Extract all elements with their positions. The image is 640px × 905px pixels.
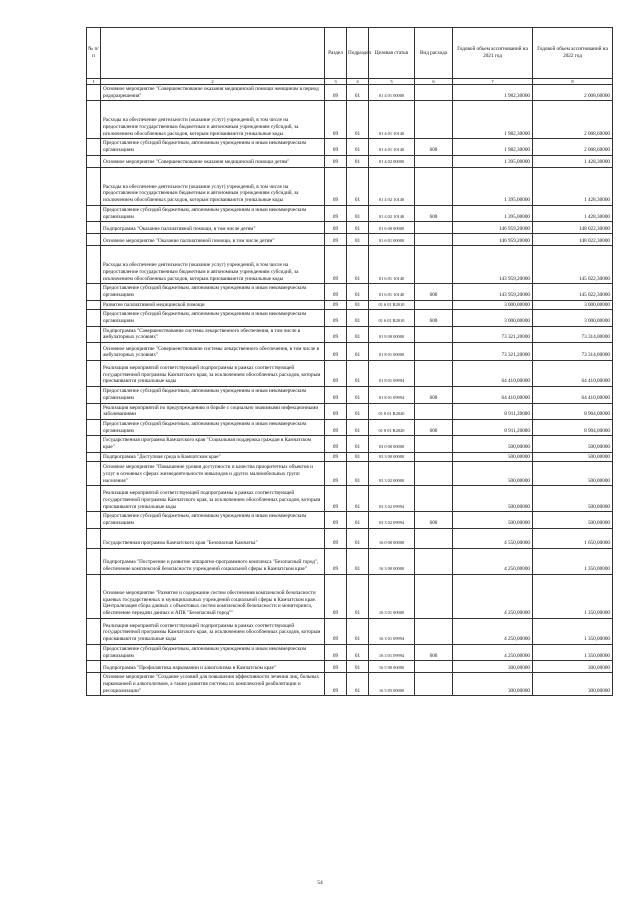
row-number bbox=[87, 512, 101, 528]
row-expense-type bbox=[415, 222, 453, 234]
row-target-article: 01 8 01 R2020 bbox=[369, 403, 415, 419]
row-subsection: 01 bbox=[347, 403, 369, 419]
row-subsection: 01 bbox=[347, 205, 369, 221]
row-expense-type bbox=[415, 462, 453, 486]
row-expense-type bbox=[415, 452, 453, 462]
table-row bbox=[87, 462, 613, 486]
row-expense-type: 600 bbox=[415, 419, 453, 435]
row-volume-2022: 1 650,00000 bbox=[533, 528, 613, 548]
row-target-article: 01 4 01 10140 bbox=[369, 139, 415, 155]
row-volume-2021: 500,00000 bbox=[453, 512, 533, 528]
row-volume-2022: 145 022,30000 bbox=[533, 284, 613, 300]
row-volume-2022: 1 428,30000 bbox=[533, 167, 613, 205]
row-expense-type: 600 bbox=[415, 644, 453, 660]
row-volume-2021: 500,00000 bbox=[453, 452, 533, 462]
row-number bbox=[87, 528, 101, 548]
table-row bbox=[87, 234, 613, 246]
row-expense-type: 600 bbox=[415, 310, 453, 326]
table-row bbox=[87, 512, 613, 528]
row-description: Расходы на обеспечение деятельности (оказание услуг) учреждений, в том числе на предоставление государственным бюджетным и автономным учреждениям субсидий, за исключением обособленных расходов, которым присваиваются уникальные коды bbox=[101, 101, 325, 139]
row-target-article: 16 3 01 09994 bbox=[369, 618, 415, 644]
row-section: 09 bbox=[325, 343, 347, 361]
row-volume-2022: 8 904,00000 bbox=[533, 419, 613, 435]
table-row bbox=[87, 246, 613, 284]
row-volume-2022: 1 350,00000 bbox=[533, 644, 613, 660]
row-subsection: 01 bbox=[347, 528, 369, 548]
row-subsection: 01 bbox=[347, 343, 369, 361]
row-volume-2021: 143 959,20000 bbox=[453, 284, 533, 300]
row-subsection: 01 bbox=[347, 462, 369, 486]
row-target-article: 01 6 01 00000 bbox=[369, 234, 415, 246]
page-number: 54 bbox=[317, 880, 323, 886]
column-index: 1 bbox=[87, 79, 101, 85]
column-index: 5 bbox=[369, 79, 415, 85]
row-section: 09 bbox=[325, 644, 347, 660]
row-subsection: 01 bbox=[347, 618, 369, 644]
table-row bbox=[87, 486, 613, 512]
row-volume-2022: 145 022,30000 bbox=[533, 246, 613, 284]
row-number bbox=[87, 462, 101, 486]
row-volume-2021: 143 959,20000 bbox=[453, 246, 533, 284]
row-target-article: 01 4 02 00000 bbox=[369, 155, 415, 167]
table-row bbox=[87, 300, 613, 310]
row-number bbox=[87, 403, 101, 419]
row-number bbox=[87, 436, 101, 452]
row-section: 09 bbox=[325, 436, 347, 452]
row-expense-type bbox=[415, 673, 453, 696]
row-number bbox=[87, 205, 101, 221]
row-volume-2021: 4 550,00000 bbox=[453, 528, 533, 548]
row-description: Реализация мероприятий соответствующей подпрограммы в рамках соответствующей государственной программы Камчатского края, за исключением обособленных расходов, которым присваиваются уникальные коды bbox=[101, 361, 325, 387]
row-volume-2021: 1 395,00000 bbox=[453, 167, 533, 205]
row-volume-2022: 500,00000 bbox=[533, 512, 613, 528]
row-target-article: 01 4 02 10140 bbox=[369, 167, 415, 205]
row-section: 09 bbox=[325, 300, 347, 310]
row-number bbox=[87, 574, 101, 618]
table-row bbox=[87, 419, 613, 435]
row-number bbox=[87, 548, 101, 574]
row-number bbox=[87, 644, 101, 660]
row-section: 09 bbox=[325, 361, 347, 387]
row-volume-2021: 64 410,00000 bbox=[453, 387, 533, 403]
row-subsection: 01 bbox=[347, 139, 369, 155]
row-description: Основное мероприятие "Повышение уровня доступности и качества приоритетных объектов и услуг в основных сферах жизнедеятельности инвалидов и других маломобильных групп населения" bbox=[101, 462, 325, 486]
header-section: Раздел bbox=[325, 28, 347, 79]
row-subsection: 01 bbox=[347, 246, 369, 284]
row-expense-type bbox=[415, 246, 453, 284]
row-section: 09 bbox=[325, 452, 347, 462]
row-description: Предоставление субсидий бюджетным, автономным учреждениям и иным некоммерческим организациям bbox=[101, 512, 325, 528]
row-section: 09 bbox=[325, 85, 347, 101]
row-description: Развитие паллиативной медицинской помощи bbox=[101, 300, 325, 310]
row-section: 09 bbox=[325, 155, 347, 167]
row-target-article: 03 3 00 00000 bbox=[369, 452, 415, 462]
column-index: 7 bbox=[453, 79, 533, 85]
row-target-article: 03 3 02 00000 bbox=[369, 462, 415, 486]
row-subsection: 01 bbox=[347, 644, 369, 660]
row-expense-type bbox=[415, 300, 453, 310]
row-number bbox=[87, 300, 101, 310]
row-description: Реализация мероприятий соответствующей подпрограммы в рамках соответствующей государственной программы Камчатского края, за исключением обособленных расходов, которым присваиваются уникальные коды bbox=[101, 618, 325, 644]
row-volume-2022: 64 410,00000 bbox=[533, 387, 613, 403]
row-number bbox=[87, 361, 101, 387]
row-expense-type bbox=[415, 403, 453, 419]
row-target-article: 16 3 00 00000 bbox=[369, 548, 415, 574]
row-volume-2021: 300,00000 bbox=[453, 673, 533, 696]
row-volume-2021: 4 250,00000 bbox=[453, 644, 533, 660]
row-volume-2022: 3 000,00000 bbox=[533, 300, 613, 310]
row-subsection: 01 bbox=[347, 222, 369, 234]
row-subsection: 01 bbox=[347, 167, 369, 205]
row-description: Подпрограмма "Профилактика наркомании и алкоголизма в Камчатском крае" bbox=[101, 661, 325, 673]
table-row bbox=[87, 574, 613, 618]
row-description: Основное мероприятие "Оказание паллиативной помощи, в том числе детям" bbox=[101, 234, 325, 246]
row-description: Подпрограмма "Построение и развитие аппаратно-программного комплекса "Безопасный город", обеспечение комплексной безопасности учреждений социальной сферы в Камчатском крае" bbox=[101, 548, 325, 574]
row-volume-2022: 300,00000 bbox=[533, 673, 613, 696]
header-volume-2021: Годовой объем ассигнований на 2021 год bbox=[453, 28, 533, 79]
row-expense-type bbox=[415, 528, 453, 548]
header-volume-2022: Годовой объем ассигнований на 2022 год bbox=[533, 28, 613, 79]
row-description: Предоставление субсидий бюджетным, автономным учреждениям и иным некоммерческим организациям bbox=[101, 310, 325, 326]
row-description: Предоставление субсидий бюджетным, автономным учреждениям и иным некоммерческим организациям bbox=[101, 284, 325, 300]
row-section: 09 bbox=[325, 486, 347, 512]
row-description: Предоставление субсидий бюджетным, автономным учреждениям и иным некоммерческим организациям bbox=[101, 419, 325, 435]
row-description: Основное мероприятие "Совершенствование оказания медицинской помощи детям" bbox=[101, 155, 325, 167]
row-section: 09 bbox=[325, 387, 347, 403]
row-expense-type bbox=[415, 618, 453, 644]
table-row bbox=[87, 548, 613, 574]
row-number bbox=[87, 284, 101, 300]
table-row bbox=[87, 101, 613, 139]
row-description: Основное мероприятие "Создание условий для повышения эффективности лечения лиц, больных наркоманией и алкоголизмом, а также развития системы их комплексной реабилитации и ресоциализации" bbox=[101, 673, 325, 696]
header-expense-type: Вид расхода bbox=[415, 28, 453, 79]
row-section: 09 bbox=[325, 574, 347, 618]
row-target-article: 03 0 00 00000 bbox=[369, 436, 415, 452]
header-row bbox=[87, 28, 613, 79]
row-section: 09 bbox=[325, 326, 347, 342]
column-index: 3 bbox=[325, 79, 347, 85]
row-number bbox=[87, 452, 101, 462]
row-expense-type bbox=[415, 661, 453, 673]
row-subsection: 01 bbox=[347, 361, 369, 387]
row-expense-type bbox=[415, 101, 453, 139]
row-subsection: 01 bbox=[347, 452, 369, 462]
row-description: Расходы на обеспечение деятельности (оказание услуг) учреждений, в том числе на предоставление государственным бюджетным и автономным учреждениям субсидий, за исключением обособленных расходов, которым присваиваются уникальные коды bbox=[101, 246, 325, 284]
row-expense-type: 600 bbox=[415, 387, 453, 403]
row-volume-2021: 300,00000 bbox=[453, 661, 533, 673]
row-target-article: 01 6 01 10140 bbox=[369, 246, 415, 284]
table-row bbox=[87, 310, 613, 326]
row-target-article: 01 4 01 00000 bbox=[369, 85, 415, 101]
row-subsection: 01 bbox=[347, 512, 369, 528]
row-volume-2021: 1 982,30000 bbox=[453, 85, 533, 101]
row-description: Предоставление субсидий бюджетным, автономным учреждениям и иным некоммерческим организациям bbox=[101, 139, 325, 155]
row-description: Реализация мероприятий соответствующей подпрограммы в рамках соответствующей государственной программы Камчатского края, за исключением обособленных расходов, которым присваиваются уникальные коды bbox=[101, 486, 325, 512]
table-row bbox=[87, 403, 613, 419]
row-section: 09 bbox=[325, 284, 347, 300]
table-row bbox=[87, 139, 613, 155]
row-subsection: 01 bbox=[347, 234, 369, 246]
row-target-article: 01 8 01 00000 bbox=[369, 343, 415, 361]
budget-table bbox=[86, 27, 613, 696]
row-expense-type bbox=[415, 234, 453, 246]
row-expense-type: 600 bbox=[415, 139, 453, 155]
row-description: Предоставление субсидий бюджетным, автономным учреждениям и иным некоммерческим организациям bbox=[101, 644, 325, 660]
row-volume-2022: 3 000,00000 bbox=[533, 310, 613, 326]
row-subsection: 01 bbox=[347, 486, 369, 512]
row-number bbox=[87, 167, 101, 205]
row-section: 09 bbox=[325, 673, 347, 696]
row-number bbox=[87, 310, 101, 326]
row-number bbox=[87, 155, 101, 167]
row-number bbox=[87, 234, 101, 246]
row-volume-2022: 8 904,00000 bbox=[533, 403, 613, 419]
row-expense-type: 600 bbox=[415, 205, 453, 221]
table-row bbox=[87, 155, 613, 167]
row-target-article: 16 0 00 00000 bbox=[369, 528, 415, 548]
row-volume-2021: 3 000,00000 bbox=[453, 300, 533, 310]
row-volume-2021: 8 911,20000 bbox=[453, 419, 533, 435]
row-volume-2022: 2 008,60000 bbox=[533, 85, 613, 101]
row-section: 09 bbox=[325, 246, 347, 284]
row-target-article: 16 5 05 00000 bbox=[369, 673, 415, 696]
row-description: Государственная программа Камчатского края "Безопасная Камчатка" bbox=[101, 528, 325, 548]
row-volume-2021: 73 321,20000 bbox=[453, 343, 533, 361]
table-row bbox=[87, 326, 613, 342]
row-target-article: 16 3 01 00000 bbox=[369, 574, 415, 618]
row-section: 09 bbox=[325, 139, 347, 155]
row-volume-2022: 148 022,30000 bbox=[533, 234, 613, 246]
table-row bbox=[87, 343, 613, 361]
row-subsection: 01 bbox=[347, 661, 369, 673]
row-volume-2021: 146 959,20000 bbox=[453, 222, 533, 234]
row-section: 09 bbox=[325, 222, 347, 234]
row-description: Предоставление субсидий бюджетным, автономным учреждениям и иным некоммерческим организациям bbox=[101, 205, 325, 221]
row-volume-2021: 500,00000 bbox=[453, 462, 533, 486]
row-subsection: 01 bbox=[347, 673, 369, 696]
row-volume-2022: 500,00000 bbox=[533, 452, 613, 462]
row-target-article: 01 4 02 10140 bbox=[369, 205, 415, 221]
row-description: Подпрограмма "Оказание паллиативной помощи, в том числе детям" bbox=[101, 222, 325, 234]
row-expense-type bbox=[415, 343, 453, 361]
row-subsection: 01 bbox=[347, 419, 369, 435]
table-row bbox=[87, 644, 613, 660]
row-expense-type bbox=[415, 436, 453, 452]
row-target-article: 01 8 01 R2020 bbox=[369, 419, 415, 435]
row-description: Расходы на обеспечение деятельности (оказание услуг) учреждений, в том числе на предоставление государственным бюджетным и автономным учреждениям субсидий, за исключением обособленных расходов, которым присваиваются уникальные коды bbox=[101, 167, 325, 205]
table-row bbox=[87, 661, 613, 673]
row-target-article: 01 8 01 09994 bbox=[369, 387, 415, 403]
row-number bbox=[87, 246, 101, 284]
row-subsection: 01 bbox=[347, 85, 369, 101]
row-volume-2022: 300,00000 bbox=[533, 661, 613, 673]
row-section: 09 bbox=[325, 512, 347, 528]
row-description: Государственная программа Камчатского края "Социальная поддержка граждан в Камчатском крае" bbox=[101, 436, 325, 452]
row-target-article: 01 6 01 R2010 bbox=[369, 300, 415, 310]
header-subsection: Подраздел bbox=[347, 28, 369, 79]
row-section: 09 bbox=[325, 205, 347, 221]
header-name bbox=[101, 28, 325, 79]
row-expense-type bbox=[415, 486, 453, 512]
row-section: 09 bbox=[325, 618, 347, 644]
row-target-article: 01 8 00 00000 bbox=[369, 326, 415, 342]
row-description: Подпрограмма "Совершенствование системы лекарственного обеспечения, в том числе в амбулаторных условиях" bbox=[101, 326, 325, 342]
row-volume-2022: 73 314,00000 bbox=[533, 343, 613, 361]
row-number bbox=[87, 343, 101, 361]
row-volume-2021: 4 250,00000 bbox=[453, 618, 533, 644]
row-section: 09 bbox=[325, 548, 347, 574]
column-index: 4 bbox=[347, 79, 369, 85]
row-expense-type bbox=[415, 574, 453, 618]
row-section: 09 bbox=[325, 310, 347, 326]
row-number bbox=[87, 486, 101, 512]
table-row bbox=[87, 85, 613, 101]
row-volume-2021: 64 410,00000 bbox=[453, 361, 533, 387]
row-volume-2022: 1 428,30000 bbox=[533, 205, 613, 221]
row-description: Реализация мероприятий по предупреждению и борьбе с социально значимыми инфекционными заболеваниями bbox=[101, 403, 325, 419]
row-number bbox=[87, 85, 101, 101]
row-description: Основное мероприятие "Совершенствование оказания медицинской помощи женщинам в период родоразрешения" bbox=[101, 85, 325, 101]
row-volume-2022: 500,00000 bbox=[533, 462, 613, 486]
row-volume-2022: 500,00000 bbox=[533, 486, 613, 512]
row-description: Подпрограмма "Доступная среда в Камчатском крае" bbox=[101, 452, 325, 462]
row-target-article: 16 5 00 00000 bbox=[369, 661, 415, 673]
header-num: № п/п bbox=[87, 28, 101, 79]
row-volume-2021: 4 250,00000 bbox=[453, 548, 533, 574]
row-volume-2022: 1 350,00000 bbox=[533, 574, 613, 618]
row-number bbox=[87, 326, 101, 342]
row-expense-type bbox=[415, 361, 453, 387]
row-volume-2021: 500,00000 bbox=[453, 436, 533, 452]
table-row bbox=[87, 452, 613, 462]
row-target-article: 16 3 01 09994 bbox=[369, 644, 415, 660]
row-number bbox=[87, 222, 101, 234]
row-volume-2022: 1 350,00000 bbox=[533, 618, 613, 644]
row-section: 09 bbox=[325, 661, 347, 673]
row-expense-type bbox=[415, 548, 453, 574]
row-expense-type bbox=[415, 85, 453, 101]
row-target-article: 03 3 02 09994 bbox=[369, 486, 415, 512]
table-row bbox=[87, 618, 613, 644]
row-number bbox=[87, 101, 101, 139]
table-row bbox=[87, 222, 613, 234]
row-section: 09 bbox=[325, 528, 347, 548]
row-number bbox=[87, 618, 101, 644]
row-subsection: 01 bbox=[347, 101, 369, 139]
row-target-article: 01 6 00 00000 bbox=[369, 222, 415, 234]
row-volume-2021: 1 395,00000 bbox=[453, 205, 533, 221]
row-target-article: 01 8 01 09994 bbox=[369, 361, 415, 387]
row-subsection: 01 bbox=[347, 155, 369, 167]
row-target-article: 01 4 01 10140 bbox=[369, 101, 415, 139]
row-number bbox=[87, 673, 101, 696]
row-expense-type: 600 bbox=[415, 512, 453, 528]
row-subsection: 01 bbox=[347, 436, 369, 452]
row-target-article: 01 6 01 10140 bbox=[369, 284, 415, 300]
row-volume-2022: 500,00000 bbox=[533, 436, 613, 452]
row-volume-2022: 1 350,00000 bbox=[533, 548, 613, 574]
table-row bbox=[87, 361, 613, 387]
column-index: 2 bbox=[101, 79, 325, 85]
row-section: 09 bbox=[325, 101, 347, 139]
row-subsection: 01 bbox=[347, 326, 369, 342]
table-row bbox=[87, 673, 613, 696]
column-index: 6 bbox=[415, 79, 453, 85]
row-expense-type: 600 bbox=[415, 284, 453, 300]
row-expense-type bbox=[415, 326, 453, 342]
table-row bbox=[87, 284, 613, 300]
row-number bbox=[87, 419, 101, 435]
row-target-article: 01 6 01 R2010 bbox=[369, 310, 415, 326]
row-expense-type bbox=[415, 155, 453, 167]
row-volume-2021: 1 982,30000 bbox=[453, 101, 533, 139]
row-number bbox=[87, 387, 101, 403]
row-description: Основное мероприятие "Совершенствование системы лекарственного обеспечения, в том числе в амбулаторных условиях" bbox=[101, 343, 325, 361]
row-subsection: 01 bbox=[347, 300, 369, 310]
row-volume-2021: 1 395,00000 bbox=[453, 155, 533, 167]
row-volume-2022: 64 410,00000 bbox=[533, 361, 613, 387]
row-subsection: 01 bbox=[347, 574, 369, 618]
row-number bbox=[87, 139, 101, 155]
row-volume-2021: 1 982,30000 bbox=[453, 139, 533, 155]
table-row bbox=[87, 387, 613, 403]
column-index: 8 bbox=[533, 79, 613, 85]
row-volume-2021: 146 959,20000 bbox=[453, 234, 533, 246]
row-volume-2021: 500,00000 bbox=[453, 486, 533, 512]
row-volume-2022: 148 022,30000 bbox=[533, 222, 613, 234]
row-volume-2021: 4 250,00000 bbox=[453, 574, 533, 618]
row-description: Предоставление субсидий бюджетным, автономным учреждениям и иным некоммерческим организациям bbox=[101, 387, 325, 403]
table-row bbox=[87, 205, 613, 221]
table-row bbox=[87, 528, 613, 548]
table-body bbox=[87, 85, 613, 696]
row-section: 09 bbox=[325, 167, 347, 205]
header-target: Целевая статья bbox=[369, 28, 415, 79]
row-subsection: 01 bbox=[347, 387, 369, 403]
row-section: 09 bbox=[325, 403, 347, 419]
row-volume-2021: 73 321,20000 bbox=[453, 326, 533, 342]
row-volume-2022: 2 008,60000 bbox=[533, 101, 613, 139]
row-description: Основное мероприятие "Развитие и содержание систем обеспечения комплексной безопасности краевых государственных и муниципальных учреждений социальной сферы в Камчатском крае. Централизация сбора данных с объектовых систем комплексной безопасности и мониторинга, обеспечение передачи данных в АПК "Безопасный город"" bbox=[101, 574, 325, 618]
row-expense-type bbox=[415, 167, 453, 205]
row-volume-2022: 2 008,60000 bbox=[533, 139, 613, 155]
row-volume-2022: 1 428,30000 bbox=[533, 155, 613, 167]
table-row bbox=[87, 167, 613, 205]
row-subsection: 01 bbox=[347, 310, 369, 326]
row-volume-2022: 73 314,00000 bbox=[533, 326, 613, 342]
table-row bbox=[87, 436, 613, 452]
row-section: 09 bbox=[325, 462, 347, 486]
row-section: 09 bbox=[325, 419, 347, 435]
row-target-article: 03 3 02 09994 bbox=[369, 512, 415, 528]
row-subsection: 01 bbox=[347, 548, 369, 574]
row-volume-2021: 8 911,20000 bbox=[453, 403, 533, 419]
row-number bbox=[87, 661, 101, 673]
row-volume-2021: 3 000,00000 bbox=[453, 310, 533, 326]
row-subsection: 01 bbox=[347, 284, 369, 300]
row-section: 09 bbox=[325, 234, 347, 246]
